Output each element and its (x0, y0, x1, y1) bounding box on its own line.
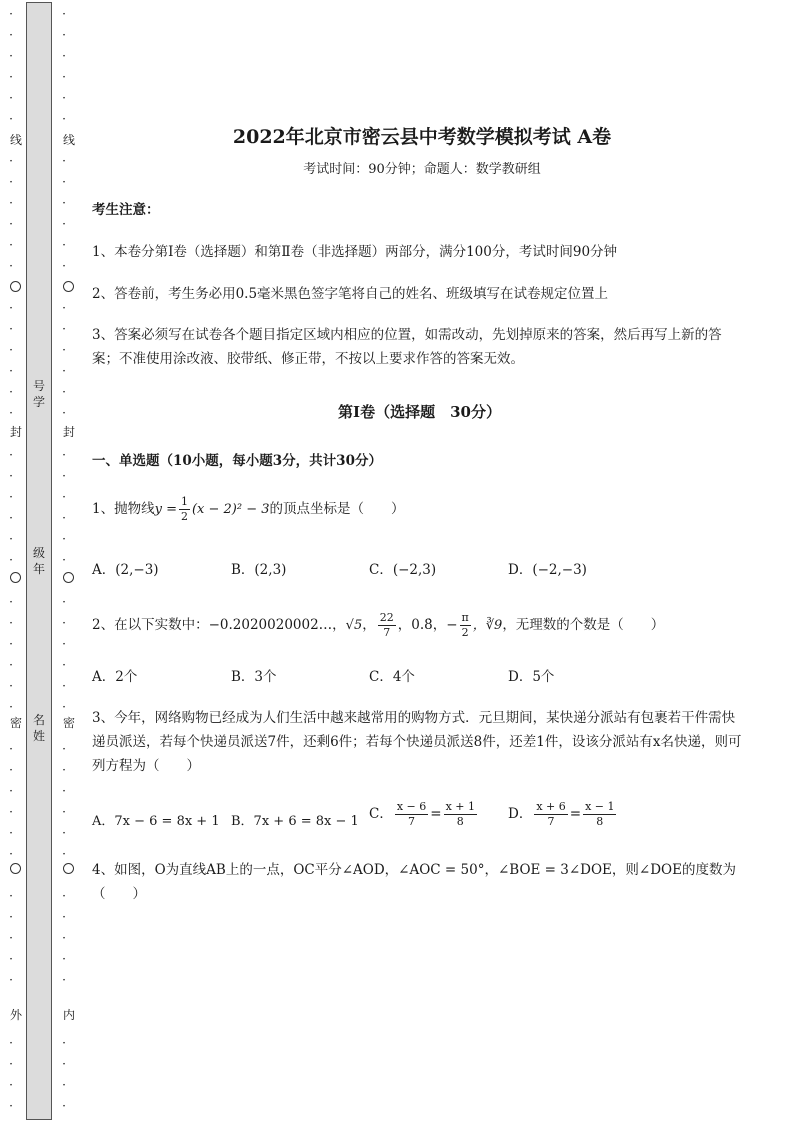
q3-c-frac-left (395, 800, 428, 829)
binding-dot: · (62, 259, 66, 273)
binding-dot: · (62, 322, 66, 336)
binding-dot: · (62, 469, 66, 483)
q2-cbrt: ，∛9 (472, 618, 503, 633)
q1-math-lhs: y = (154, 502, 177, 517)
q3-option-a: A．7x − 6 = 8x + 1 (92, 814, 220, 829)
binding-dot: · (9, 154, 13, 168)
seal-circle-outer-1 (10, 281, 21, 292)
q2-option-a: A．2个 (92, 669, 138, 685)
q2-mid: ，0.8̇，− (397, 617, 458, 633)
part-heading: 一、单选题（10小题，每小题3分，共计30分） (92, 453, 382, 469)
binding-dot: · (62, 112, 66, 126)
q3-d-left-den: 7 (547, 815, 555, 828)
binding-dot: · (62, 763, 66, 777)
binding-dot: · (62, 532, 66, 546)
binding-dot: · (62, 805, 66, 819)
seal-circle-inner-3 (63, 863, 74, 874)
binding-dot: · (62, 343, 66, 357)
binding-dot: · (62, 742, 66, 756)
q3-d-right-num: x − 1 (585, 800, 615, 813)
q3-option-b: B．7x + 6 = 8x − 1 (231, 814, 359, 829)
binding-dot: · (62, 196, 66, 210)
binding-dot: · (9, 658, 13, 672)
binding-dot: · (9, 70, 13, 84)
binding-dot: · (62, 1078, 66, 1092)
binding-dot: · (9, 91, 13, 105)
binding-dot: · (9, 910, 13, 924)
q1-suffix: 的顶点坐标是（ ） (269, 501, 405, 517)
binding-dot: · (9, 112, 13, 126)
seal-circle-outer-2 (10, 572, 21, 583)
binding-dot: · (62, 952, 66, 966)
q3-d-frac-right (583, 800, 616, 829)
q1-option-a: A．(2,−3) (92, 562, 159, 578)
binding-dot: · (62, 364, 66, 378)
binding-dot: · (9, 595, 13, 609)
binding-dot: · (62, 511, 66, 525)
binding-dot: · (9, 784, 13, 798)
q2-fraction-1 (378, 611, 396, 640)
q2-prefix: 2、在以下实数中：−0.2020020002…， (92, 617, 346, 633)
seal-char-outer-1: 线 (9, 133, 22, 147)
q1-prefix: 1、抛物线 (92, 501, 155, 517)
binding-dot: · (9, 7, 13, 21)
binding-dot: · (9, 1099, 13, 1113)
binding-dot: · (62, 679, 66, 693)
binding-dot: · (9, 301, 13, 315)
binding-dot: · (9, 238, 13, 252)
question-3-stem: 3、今年，网络购物已经成为人们生活中越来越常用的购物方式．元旦期间，某快递分派站有包裹若干件需快递员派送，若每个快递员派送7件，还剩6件；若每个快递员派送8件，还差1件，设该分派站有x名快递，则可列方程为（ ） (92, 710, 742, 774)
q2-frac2-num: π (461, 611, 469, 624)
q3-c-left-den: 7 (408, 815, 416, 828)
seal-circle-outer-3 (10, 863, 21, 874)
binding-dot: · (9, 700, 13, 714)
binding-dot: · (9, 343, 13, 357)
q2-frac1-num: 22 (379, 611, 394, 624)
notice-item-1: 1、本卷分第Ⅰ卷（选择题）和第Ⅱ卷（非选择题）两部分，满分100分，考试时间90分钟 (92, 244, 618, 260)
binding-dot: · (62, 973, 66, 987)
binding-dot: · (9, 973, 13, 987)
binding-dot: · (62, 826, 66, 840)
binding-dot: · (9, 448, 13, 462)
exam-title: 2022年北京市密云县中考数学模拟考试 A卷 (232, 126, 612, 148)
binding-dot: · (9, 196, 13, 210)
binding-dot: · (62, 238, 66, 252)
q3-d-right-den: 8 (596, 815, 604, 828)
binding-dot: · (62, 700, 66, 714)
binding-dot: · (9, 952, 13, 966)
binding-dot: · (9, 175, 13, 189)
q3-c-right-num: x + 1 (445, 800, 475, 813)
notice-item-2: 2、答卷前，考生务必用0.5毫米黑色签字笔将自己的姓名、班级填写在试卷规定位置上 (92, 286, 609, 302)
notice-item-3: 3、答案必须写在试卷各个题目指定区域内相应的位置，如需改动，先划掉原来的答案，然后再写上新的答案；不准使用涂改液、胶带纸、修正带，不按以上要求作答的答案无效。 (92, 327, 722, 367)
binding-dot: · (9, 1057, 13, 1071)
binding-dot: · (62, 616, 66, 630)
q2-frac1-den: 7 (383, 626, 391, 639)
binding-dot: · (62, 1057, 66, 1071)
binding-dot: · (9, 679, 13, 693)
question-2-stem: 2、在以下实数中：−0.2020020002…，√5， $\frac{22}{7}$ ，0.8̇，− $\frac{\pi}{2}$ ，∛9，无理数的个数是（ ） (92, 611, 665, 639)
q2-option-c: C．4个 (369, 669, 415, 685)
binding-dot: · (62, 658, 66, 672)
binding-dot: · (62, 448, 66, 462)
binding-dot: · (9, 889, 13, 903)
binding-dot: · (9, 49, 13, 63)
label-grade: 级年 (32, 546, 45, 576)
binding-dot: · (62, 28, 66, 42)
q1-option-d: D．(−2,−3) (508, 562, 587, 578)
binding-dot: · (9, 616, 13, 630)
binding-dot: · (9, 826, 13, 840)
binding-dot: · (9, 217, 13, 231)
binding-dot: · (9, 805, 13, 819)
binding-dot: · (62, 595, 66, 609)
binding-dot: · (62, 637, 66, 651)
seal-char-outer-3: 密 (9, 716, 22, 730)
binding-dot: · (9, 406, 13, 420)
binding-dot: · (62, 385, 66, 399)
binding-dot: · (9, 1036, 13, 1050)
q1-fraction (179, 495, 190, 524)
question-1-stem (92, 492, 747, 527)
binding-dot: · (62, 931, 66, 945)
q2-sqrt5: √5 (345, 618, 363, 633)
q2-suffix: ，无理数的个数是（ ） (502, 617, 665, 633)
binding-dot: · (9, 637, 13, 651)
binding-dot: · (62, 217, 66, 231)
q3-c-right-den: 8 (456, 815, 464, 828)
binding-dot: · (62, 49, 66, 63)
binding-dot: · (9, 28, 13, 42)
q3-c-left-num: x − 6 (396, 800, 427, 813)
seal-char-outer-2: 封 (9, 425, 22, 439)
binding-dot: · (9, 322, 13, 336)
q2-fraction-2 (460, 611, 471, 640)
q1-math-rhs: (x − 2)² − 3 (191, 502, 270, 517)
notice-heading: 考生注意： (92, 202, 160, 218)
binding-dot: · (9, 385, 13, 399)
binding-dot: · (9, 511, 13, 525)
seal-char-outer-4: 外 (9, 1008, 22, 1022)
binding-dot: · (62, 175, 66, 189)
binding-dot: · (9, 490, 13, 504)
binding-dot: · (9, 532, 13, 546)
binding-dot: · (62, 154, 66, 168)
binding-dot: · (9, 931, 13, 945)
q3-option-c: C． $\frac{x - 6}{7}$ = $\frac{x + 1}{8}$ (369, 800, 475, 828)
binding-dot: · (62, 889, 66, 903)
seal-char-inner-3: 密 (62, 716, 75, 730)
binding-dot: · (62, 91, 66, 105)
binding-dot: · (9, 259, 13, 273)
binding-dot: · (62, 910, 66, 924)
seal-char-inner-4: 内 (62, 1008, 75, 1022)
binding-dot: · (9, 1078, 13, 1092)
label-student-number: 号学 (32, 379, 45, 409)
seal-char-inner-1: 线 (62, 133, 75, 147)
section-title: 第Ⅰ卷（选择题 30分） (338, 403, 501, 421)
q3-d-frac-left (534, 800, 567, 829)
question-4-stem: 4、如图，O为直线AB上的一点，OC平分∠AOD，∠AOC = 50°，∠BOE = 3∠DOE，则∠DOE的度数为（ ） (92, 862, 736, 902)
q3-c-prefix: C． (369, 806, 393, 822)
q1-frac-num: 1 (180, 495, 188, 508)
binding-dot: · (62, 1036, 66, 1050)
binding-dot: · (62, 847, 66, 861)
binding-dot: · (9, 742, 13, 756)
q2-frac2-den: 2 (461, 626, 469, 639)
binding-dot: · (9, 763, 13, 777)
q1-frac-den: 2 (180, 510, 188, 523)
seal-circle-inner-2 (63, 572, 74, 583)
q2-option-b: B．3个 (231, 669, 277, 685)
seal-circle-inner-1 (63, 281, 74, 292)
q3-d-left-num: x + 6 (536, 800, 566, 813)
binding-dot: · (62, 7, 66, 21)
binding-dot: · (62, 784, 66, 798)
seal-char-inner-2: 封 (62, 425, 75, 439)
binding-dot: · (9, 469, 13, 483)
q3-d-prefix: D． (508, 806, 533, 822)
q3-c-frac-right (444, 800, 477, 829)
q1-option-c: C．(−2,3) (369, 562, 437, 578)
binding-dot: · (9, 553, 13, 567)
q3-option-d: D． $\frac{x + 6}{7}$ = $\frac{x - 1}{8}$ (508, 800, 615, 828)
exam-subtitle: 考试时间：90分钟；命题人：数学教研组 (303, 162, 541, 177)
binding-dot: · (9, 364, 13, 378)
label-name: 名姓 (32, 713, 45, 743)
binding-dot: · (62, 301, 66, 315)
binding-dot: · (62, 490, 66, 504)
binding-dot: · (9, 847, 13, 861)
q2-option-d: D．5个 (508, 669, 555, 685)
binding-dot: · (62, 553, 66, 567)
binding-dot: · (62, 1099, 66, 1113)
q1-option-b: B．(2,3) (231, 562, 287, 578)
binding-dot: · (62, 406, 66, 420)
binding-dot: · (62, 70, 66, 84)
